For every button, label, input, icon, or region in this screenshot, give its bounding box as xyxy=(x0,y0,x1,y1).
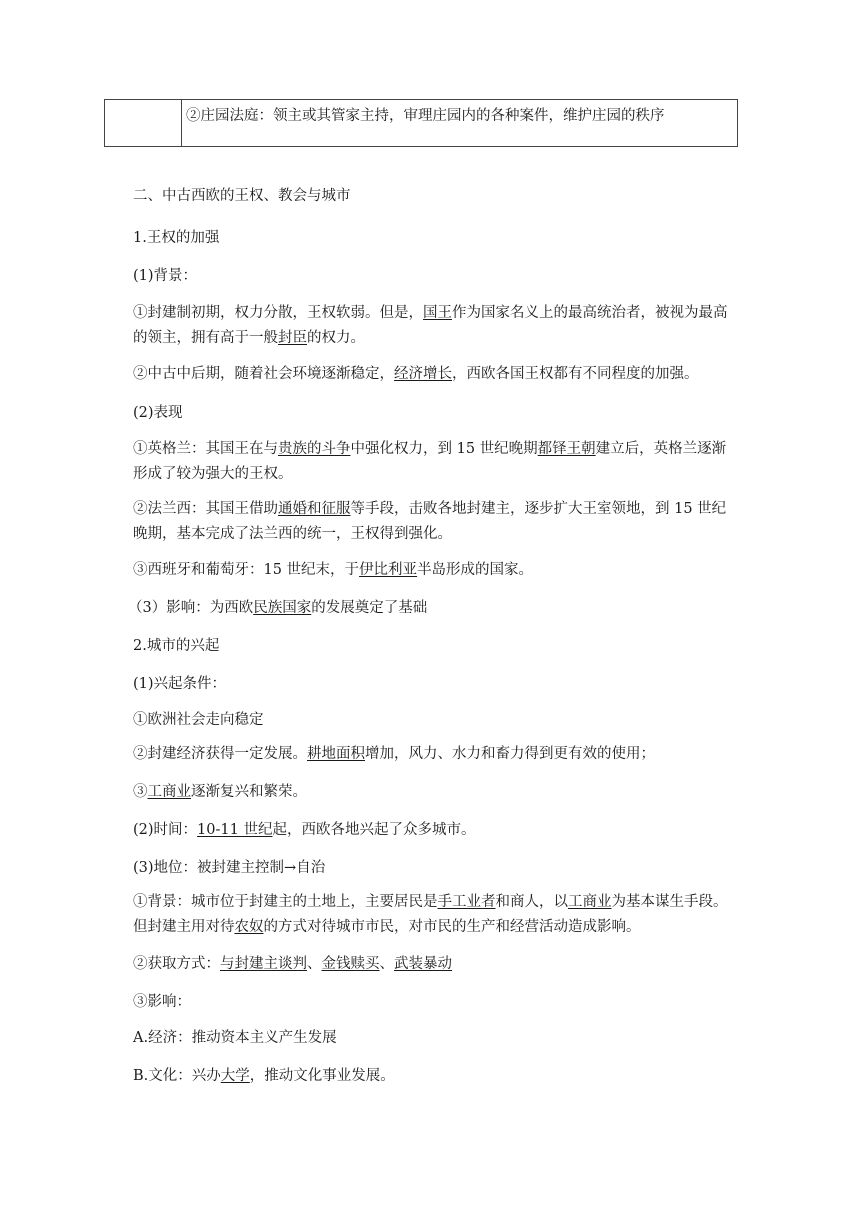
heading-background: (1)背景： xyxy=(133,268,198,284)
underlined-term: 金钱赎买 xyxy=(321,956,380,972)
underlined-term: 耕地面积 xyxy=(307,746,365,762)
underlined-term: 大学 xyxy=(220,1068,250,1084)
heading-cities: 2.城市的兴起 xyxy=(133,638,220,654)
underlined-term: 经济增长 xyxy=(394,366,452,382)
paragraph-spain-portugal: ③西班牙和葡萄牙：15 世纪末，于伊比利亚半岛形成的国家。 xyxy=(133,562,534,578)
table-cell-manor-court: ②庄园法庭：领主或其管家主持，审理庄园内的各种案件，维护庄园的秩序 xyxy=(182,100,738,147)
paragraph-influence: （3）影响：为西欧民族国家的发展奠定了基础 xyxy=(128,600,428,616)
underlined-term: 通婚和征服 xyxy=(278,501,351,517)
underlined-term: 工商业 xyxy=(568,894,612,910)
underlined-term: 农奴 xyxy=(234,919,264,935)
condition-commerce: ③工商业逐渐复兴和繁荣。 xyxy=(133,784,307,800)
underlined-term: 国王 xyxy=(423,305,452,321)
section-title: 二、中古西欧的王权、教会与城市 xyxy=(133,188,351,204)
table-row xyxy=(105,100,738,147)
paragraph-france: ②法兰西：其国王借助通婚和征服等手段，击败各地封建主，逐步扩大王室领地，到 15 世纪晚期，基本完成了法兰西的统一，王权得到强化。 xyxy=(133,501,727,542)
paragraph-time: (2)时间：10-11 世纪起，西欧各地兴起了众多城市。 xyxy=(133,822,476,838)
condition-economy: ②封建经济获得一定发展。耕地面积增加，风力、水力和畜力得到更有效的使用； xyxy=(133,746,655,762)
condition-stable: ①欧洲社会走向稳定 xyxy=(133,712,264,728)
impact-economy: A.经济：推动资本主义产生发展 xyxy=(133,1030,337,1046)
impact-culture: B.文化：兴办大学，推动文化事业发展。 xyxy=(133,1068,395,1084)
heading-kingship: 1.王权的加强 xyxy=(133,230,220,246)
paragraph-early-feudal: ①封建制初期，权力分散，王权软弱。但是，国王作为国家名义上的最高统治者，被视为最高的领主，拥有高于一般封臣的权力。 xyxy=(133,305,728,346)
underlined-term: 伊比利亚 xyxy=(359,562,418,578)
heading-performance: (2)表现 xyxy=(133,405,183,421)
paragraph-england: ①英格兰：其国王在与贵族的斗争中强化权力，到 15 世纪晚期都铎王朝建立后，英格兰逐渐形成了较为强大的王权。 xyxy=(133,441,727,482)
underlined-term: 民族国家 xyxy=(253,600,312,616)
underlined-term: 都铎王朝 xyxy=(537,441,596,457)
paragraph-methods: ②获取方式：与封建主谈判、金钱赎买、武装暴动 xyxy=(133,956,452,972)
underlined-term: 武装暴动 xyxy=(394,956,452,972)
paragraph-status-background: ①背景：城市位于封建主的土地上，主要居民是手工业者和商人，以工商业为基本谋生手段。但封建主用对待农奴的方式对待城市市民，对市民的生产和经营活动造成影响。 xyxy=(133,894,728,935)
manor-table xyxy=(104,99,738,147)
underlined-term: 与封建主谈判 xyxy=(220,956,307,972)
paragraph-mid-late: ②中古中后期，随着社会环境逐渐稳定，经济增长，西欧各国王权都有不同程度的加强。 xyxy=(133,366,699,382)
table-cell-empty xyxy=(105,100,182,147)
underlined-term: 封臣 xyxy=(278,330,307,346)
underlined-term: 手工业者 xyxy=(437,894,496,910)
heading-impact: ③影响： xyxy=(133,994,191,1010)
underlined-term: 10-11 世纪 xyxy=(197,822,273,838)
heading-conditions: (1)兴起条件： xyxy=(133,676,227,692)
underlined-term: 贵族的斗争 xyxy=(278,441,351,457)
underlined-term: 工商业 xyxy=(147,784,191,800)
heading-status: (3)地位：被封建主控制→自治 xyxy=(133,860,326,876)
